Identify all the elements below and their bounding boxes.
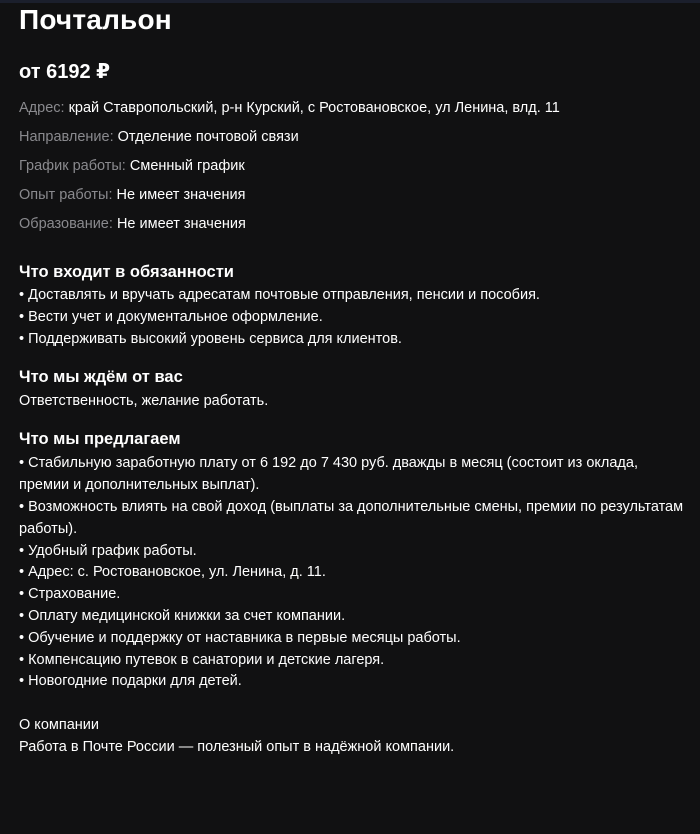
offer-list	[19, 453, 684, 693]
vacancy-meta	[19, 100, 684, 233]
offer-section	[19, 429, 684, 693]
list-item: • Поддерживать высокий уровень сервиса для клиентов.	[19, 330, 402, 347]
expect-title: Что мы ждём от вас	[19, 368, 183, 387]
meta-value: Сменный график	[129, 158, 245, 174]
meta-value: Не имеет значения	[116, 216, 246, 232]
list-item: • Стабильную заработную плату от 6 192 до 7 430 руб. дважды в месяц (состоит из оклада, премии и дополнительных выплат).	[19, 455, 638, 494]
meta-label: Адрес:	[19, 100, 65, 116]
meta-direction	[19, 129, 684, 146]
company-section	[19, 714, 684, 758]
duties-title: Что входит в обязанности	[19, 263, 234, 281]
company-heading: О компании	[19, 717, 99, 734]
list-item: • Обучение и поддержку от наставника в первые месяцы работы.	[19, 629, 461, 646]
list-item: • Компенсацию путевок в санатории и детские лагеря.	[19, 651, 385, 668]
list-item: • Адрес: с. Ростовановское, ул. Ленина, д. 11.	[19, 564, 326, 581]
expect-section	[19, 367, 684, 412]
expect-text: Ответственность, желание работать.	[19, 393, 269, 410]
meta-experience	[19, 187, 684, 204]
list-item: • Вести учет и документальное оформление.	[19, 308, 323, 325]
company-text: Работа в Почте России — полезный опыт в надёжной компании.	[19, 739, 455, 756]
vacancy-card	[19, 4, 684, 758]
list-item: • Оплату медицинской книжки за счет компании.	[19, 607, 346, 624]
meta-address	[19, 100, 684, 117]
duties-section	[19, 262, 684, 350]
meta-value: Отделение почтовой связи	[117, 129, 299, 145]
top-bar	[0, 0, 700, 3]
meta-label: График работы:	[19, 158, 126, 174]
duties-list	[19, 285, 684, 350]
list-item: • Удобный график работы.	[19, 542, 197, 559]
offer-title: Что мы предлагаем	[19, 430, 181, 449]
list-item: • Доставлять и вручать адресатам почтовые отправления, пенсии и пособия.	[19, 287, 540, 303]
list-item: • Страхование.	[19, 586, 121, 603]
meta-label: Направление:	[19, 129, 114, 145]
meta-schedule	[19, 158, 684, 175]
meta-education	[19, 216, 684, 233]
meta-label: Образование:	[19, 216, 113, 232]
meta-value: Не имеет значения	[116, 187, 246, 203]
meta-value: край Ставропольский, р-н Курский, с Ростовановское, ул Ленина, влд. 11	[68, 100, 560, 116]
list-item: • Возможность влиять на свой доход (выплаты за дополнительные смены, премии по результатам работы).	[19, 498, 684, 537]
vacancy-title: Почтальон	[19, 4, 172, 35]
list-item: • Новогодние подарки для детей.	[19, 673, 242, 690]
salary: от 6192 ₽	[19, 61, 111, 83]
meta-label: Опыт работы:	[19, 187, 113, 203]
